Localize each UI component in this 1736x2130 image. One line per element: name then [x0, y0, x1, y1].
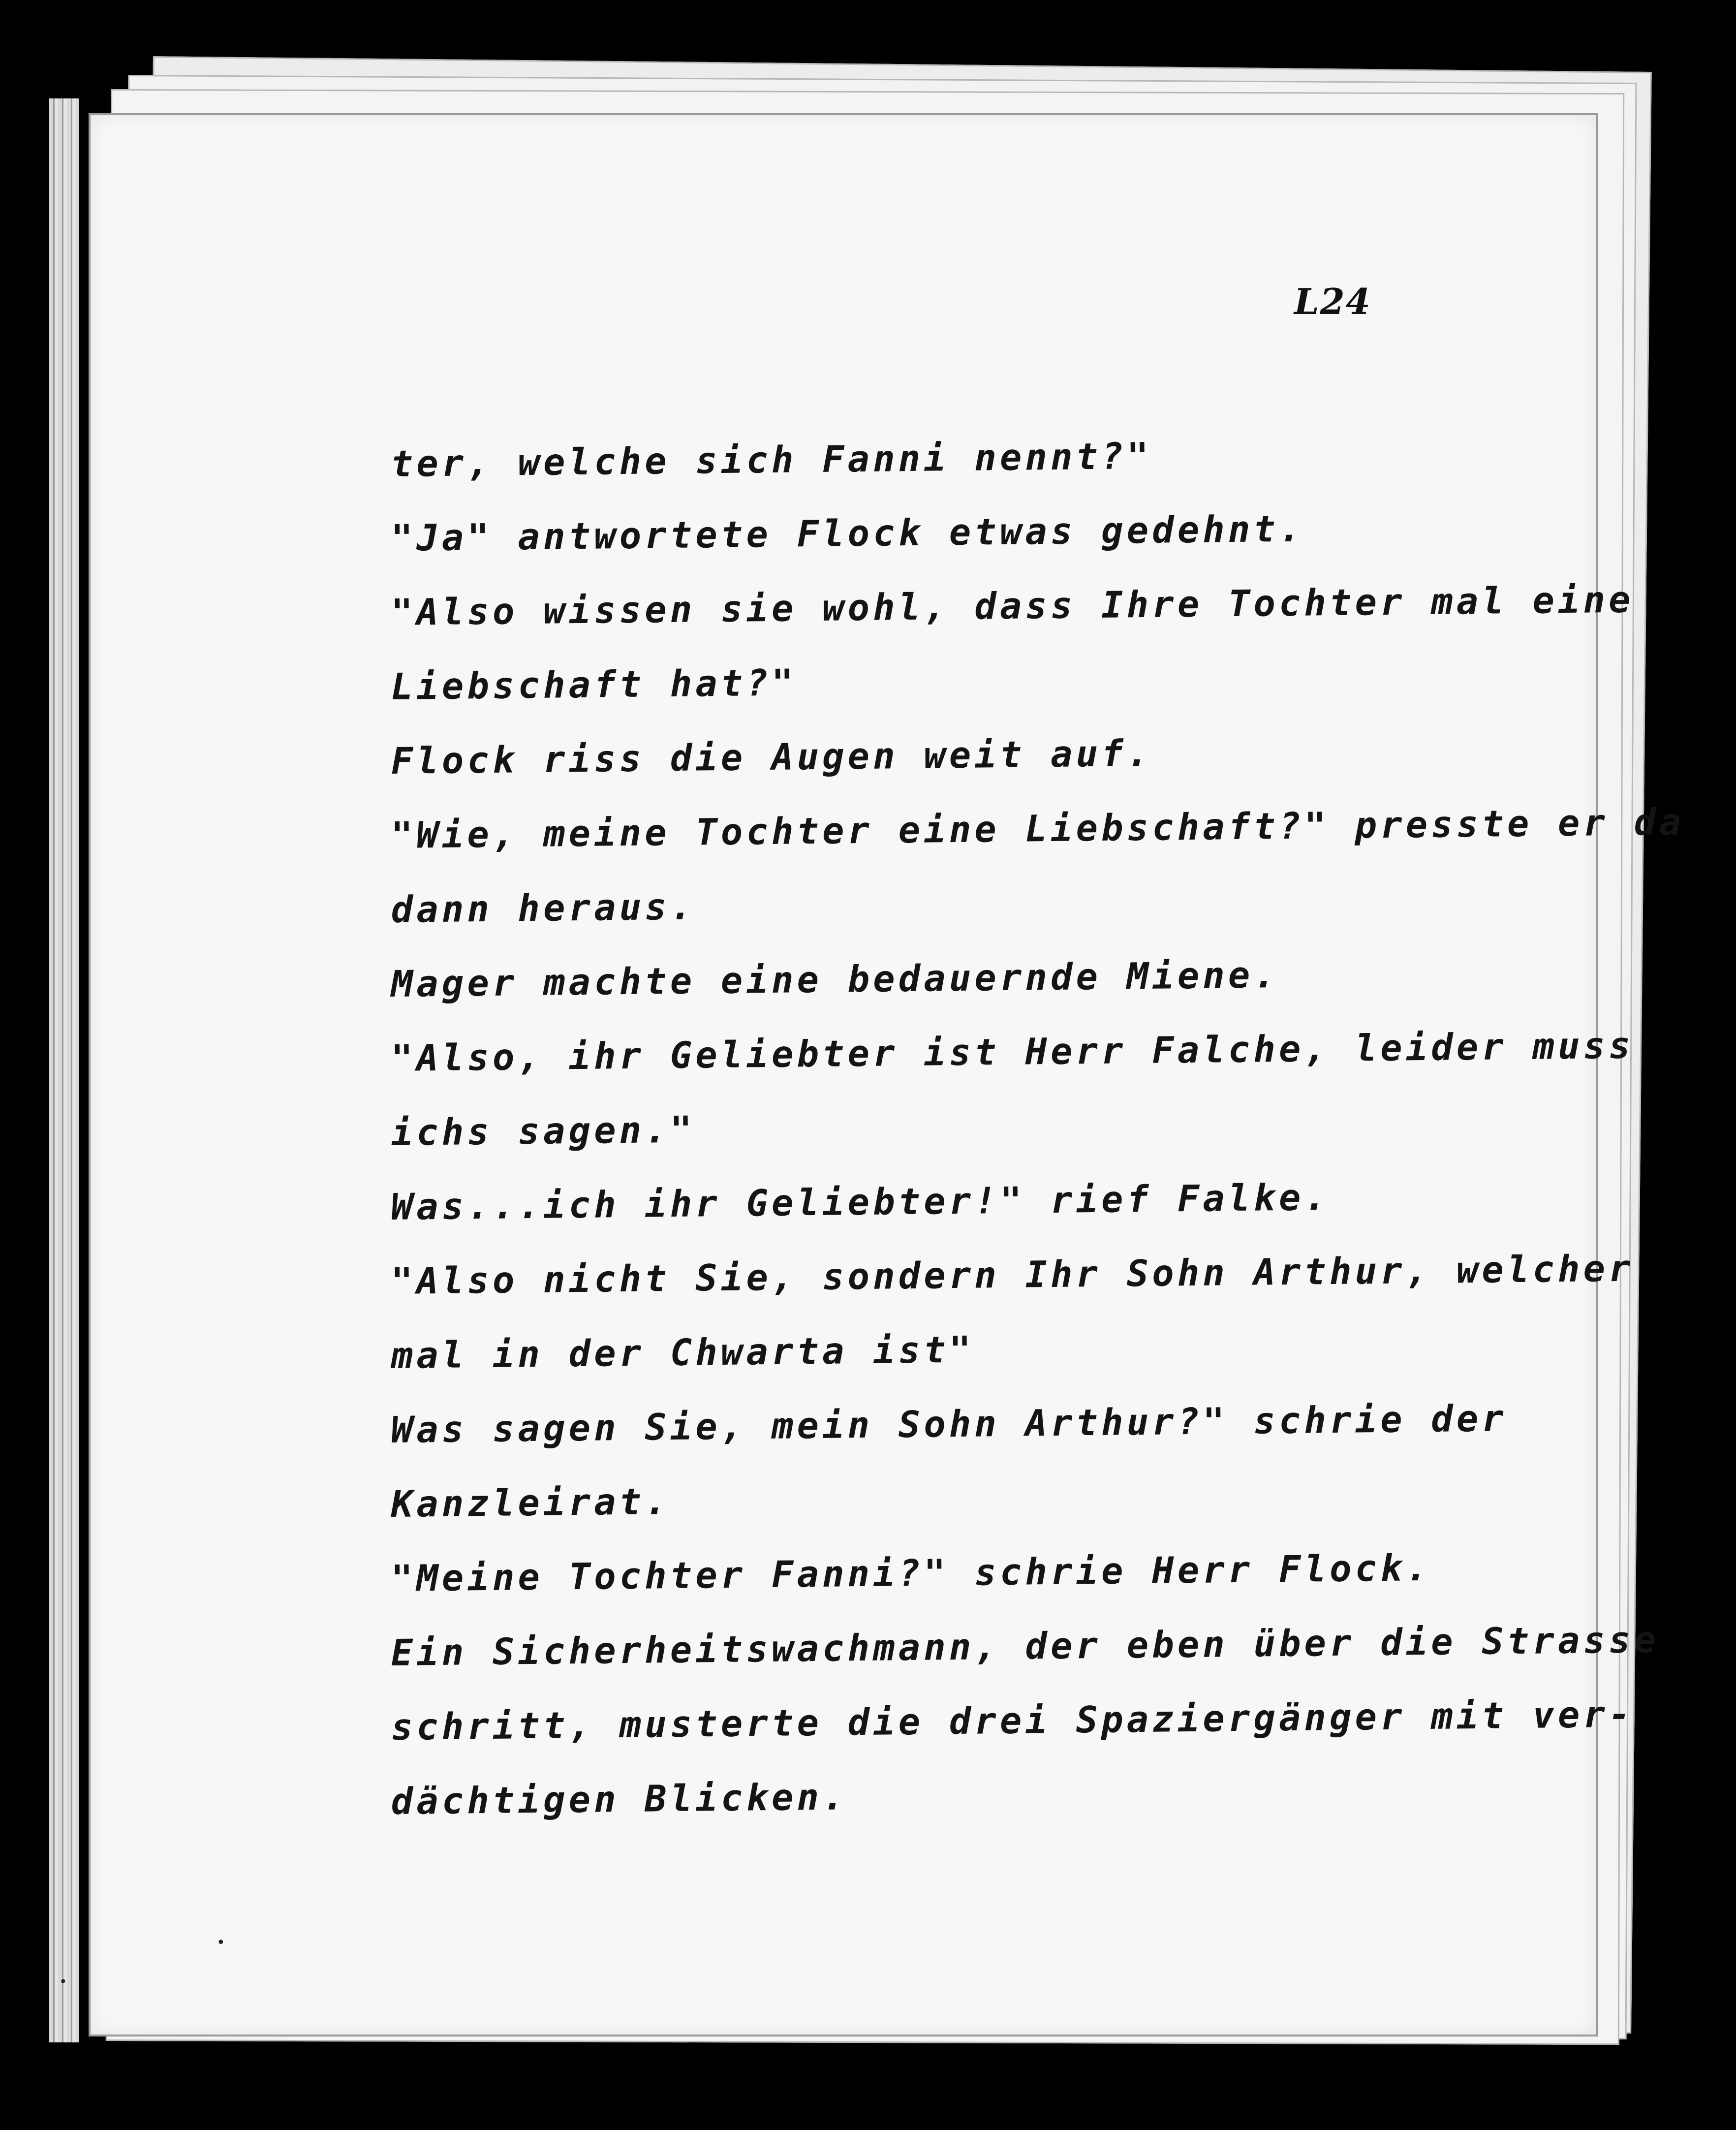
text-line: Flock riss die Augen weit auf.: [391, 732, 1152, 783]
text-line: "Also, ihr Geliebter ist Herr Falche, leider muss: [391, 1024, 1635, 1080]
text-line: "Ja" antwortete Flock etwas gedehnt.: [391, 507, 1304, 560]
page-number: L24: [1294, 281, 1371, 322]
text-line: Was sagen Sie, mein Sohn Arthur?" schrie der: [391, 1397, 1508, 1451]
text-line: dächtigen Blicken.: [391, 1776, 848, 1823]
text-line: ichs sagen.": [391, 1108, 696, 1154]
text-line: "Meine Tochter Fanni?" schrie Herr Flock.: [391, 1546, 1431, 1600]
text-line: Liebschaft hat?": [391, 661, 797, 708]
page-stack-edges: [49, 98, 79, 2042]
text-line: "Wie, meine Tochter eine Liebschaft?" presste er da: [391, 801, 1685, 857]
text-line: "Also wissen sie wohl, dass Ihre Tochter mal eine: [391, 578, 1635, 634]
paper-speck: •: [59, 1973, 67, 1990]
text-line: Mager machte eine bedauernde Miene.: [391, 954, 1279, 1005]
text-line: Kanzleirat.: [391, 1480, 671, 1526]
text-line: mal in der Chwarta ist": [391, 1328, 975, 1377]
text-line: Was...ich ihr Geliebter!" rief Falke.: [391, 1176, 1330, 1228]
typewritten-text: [391, 435, 1685, 1855]
text-line: "Also nicht Sie, sondern Ihr Sohn Arthur, welcher: [391, 1247, 1635, 1303]
paper-speck: •: [217, 1934, 225, 1951]
text-line: ter, welche sich Fanni nennt?": [391, 435, 1152, 485]
text-line: Ein Sicherheitswachmann, der eben über die Strasse: [391, 1619, 1660, 1674]
text-line: schritt, musterte die drei Spaziergänger mit ver-: [391, 1693, 1635, 1749]
text-line: dann heraus.: [391, 885, 696, 931]
